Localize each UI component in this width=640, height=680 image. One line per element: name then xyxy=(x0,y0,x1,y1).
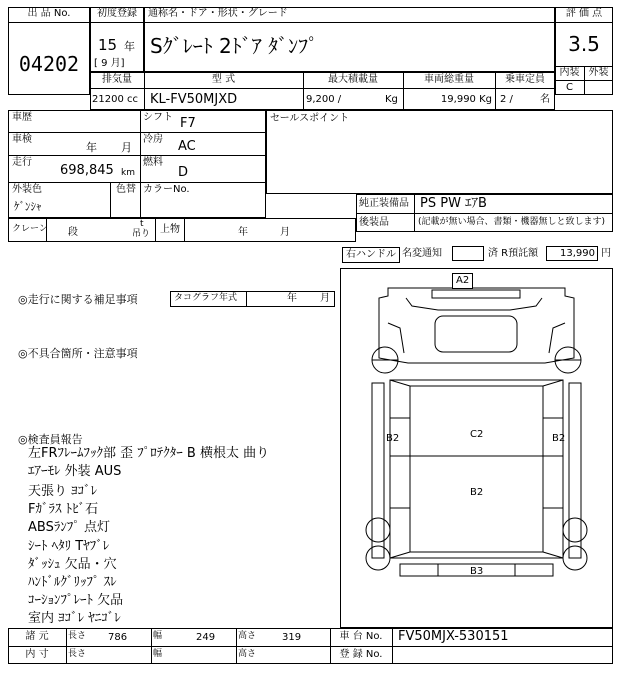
hood-line xyxy=(406,298,542,310)
recycle-amount: 13,990 xyxy=(560,248,595,259)
registration-year: 15 xyxy=(98,36,118,54)
lot-number-label: 出 品 No. xyxy=(27,8,71,19)
inspector-line: ｴｱｰﾓﾚ 外装 AUS xyxy=(28,464,122,479)
name-change-box xyxy=(452,246,484,261)
divider xyxy=(90,88,555,89)
color-number-label: カラーNo. xyxy=(143,184,190,195)
tachograph-month: 月 xyxy=(320,293,330,304)
inspector-line: ｼｰﾄ ﾍﾀﾘ Tﾔﾌﾞﾚ xyxy=(28,539,110,554)
inspection-label: 車検 xyxy=(12,134,32,145)
divider xyxy=(110,182,111,218)
dimensions-label: 諸 元 xyxy=(25,631,49,642)
divider xyxy=(8,646,613,647)
deck-month: 月 xyxy=(280,227,290,238)
displacement-value: 21200 cc xyxy=(92,94,138,105)
mileage-unit: km xyxy=(121,168,135,178)
max-load-unit: Kg xyxy=(385,94,398,105)
interior-width-label: 幅 xyxy=(153,649,163,659)
divider xyxy=(8,22,90,23)
damage-mark-left-panel: B2 xyxy=(386,433,400,444)
supplementary-notes-label: ◎走行に関する補足事項 xyxy=(18,293,138,306)
genuine-equipment-label: 純正装備品 xyxy=(359,198,409,209)
deck-year: 年 xyxy=(238,227,248,238)
divider xyxy=(392,628,393,664)
first-registration-label: 初度登録 xyxy=(97,8,137,19)
accessories-note: (記載が無い場合、書類・機器無しと致します) xyxy=(418,217,606,227)
divider xyxy=(184,218,185,242)
inspection-year: 年 xyxy=(86,141,97,154)
model-code-value: KL-FV50MJXD xyxy=(150,92,238,107)
inspector-line: 天張り ﾖｺﾞﾚ xyxy=(28,484,98,499)
inspector-line: Fｶﾞﾗｽ ﾄﾋﾞ石 xyxy=(28,502,99,517)
interior-grade: C xyxy=(566,82,573,93)
lot-number-cell xyxy=(8,7,90,95)
tachograph-label: タコグラフ年式 xyxy=(174,293,238,303)
divider xyxy=(8,182,266,183)
width-label: 幅 xyxy=(153,631,163,641)
max-load-value: 9,200 / xyxy=(306,94,342,105)
damage-mark-bed-front: C2 xyxy=(470,429,484,440)
interior-length-label: 長さ xyxy=(68,649,87,659)
divider xyxy=(356,213,613,214)
tachograph-year: 年 xyxy=(287,293,297,304)
inspector-line: ﾀﾞｯｼｭ 欠品・穴 xyxy=(28,557,117,572)
inspection-month: 月 xyxy=(121,141,132,154)
recycle-unit: 円 xyxy=(601,248,611,259)
details-block xyxy=(8,110,266,218)
inspector-line: ABSﾗﾝﾌﾟ 点灯 xyxy=(28,520,110,535)
interior-height-label: 高さ xyxy=(238,649,257,659)
width-value: 249 xyxy=(196,632,216,643)
divider xyxy=(414,194,415,232)
divider xyxy=(8,155,266,156)
crane-lift: 吊り xyxy=(132,229,151,239)
color-change-label: 色替 xyxy=(116,184,136,195)
overall-score: 3.5 xyxy=(568,32,600,56)
inspector-line: 室内 ﾖｺﾞﾚ ﾔﾆｺﾞﾚ xyxy=(28,611,121,626)
damage-mark-bumper: A2 xyxy=(452,273,473,289)
score-label: 評 価 点 xyxy=(565,8,603,19)
cargo-bed xyxy=(390,380,566,558)
divider xyxy=(140,110,141,218)
length-label: 長さ xyxy=(68,631,87,641)
capacity-label: 乗車定員 xyxy=(505,74,545,85)
displacement-label: 排気量 xyxy=(102,74,132,85)
rear-left-wheel xyxy=(366,518,390,542)
gross-weight-value: 19,990 Kg xyxy=(440,94,492,105)
air-conditioning-value: AC xyxy=(178,139,196,154)
model-description-label: 通称名・ドア・形状・グレード xyxy=(148,8,288,19)
length-value: 786 xyxy=(108,632,128,643)
model-description: Sｸﾞﾚｰﾄ 2ﾄﾞｱ ﾀﾞﾝﾌﾟ xyxy=(150,34,319,58)
height-value: 319 xyxy=(282,632,302,643)
damage-mark-tailgate: B3 xyxy=(470,566,484,577)
crane-label: クレーン xyxy=(12,224,48,234)
rear-right-wheel xyxy=(563,518,587,542)
recycle-label: 済 R預託額 xyxy=(488,248,539,259)
shift-value: F7 xyxy=(180,116,196,131)
interior-dimensions-label: 内 寸 xyxy=(25,649,49,660)
chassis-number-label: 車 台 No. xyxy=(339,631,383,642)
registration-year-unit: 年 xyxy=(124,40,135,53)
registration-month: [ 9 月] xyxy=(94,58,125,69)
crane-tonnage: t xyxy=(140,219,144,229)
damage-mark-right-panel: B2 xyxy=(552,433,566,444)
damage-mark-bed-rear: B2 xyxy=(470,487,484,498)
lot-number: 04202 xyxy=(18,52,80,76)
windshield xyxy=(435,316,517,352)
mileage-value: 698,845 xyxy=(60,163,114,178)
divider xyxy=(236,628,237,664)
right-side-panel xyxy=(569,383,581,558)
registration-number-label: 登 録 No. xyxy=(339,649,383,660)
defects-label: ◎不具合箇所・注意事項 xyxy=(18,347,138,360)
vehicle-history-label: 車歴 xyxy=(12,112,32,123)
genuine-equipment-value: PS PW ｴｱB xyxy=(420,196,487,211)
chassis-number-value: FV50MJX-530151 xyxy=(398,629,509,644)
divider xyxy=(555,22,613,23)
sales-point-label: セールスポイント xyxy=(270,113,350,124)
left-side-panel xyxy=(372,383,384,558)
inspector-report-label: ◎検査員報告 xyxy=(18,433,83,446)
fuel-value: D xyxy=(178,165,189,180)
capacity-value: 2 / xyxy=(500,94,513,105)
cargo-floor xyxy=(410,386,543,552)
mileage-label: 走行 xyxy=(12,157,32,168)
inspector-line: 左FRﾌﾚｰﾑﾌｯｸ部 歪 ﾌﾟﾛﾃｸﾀｰ B 横根太 曲り xyxy=(28,446,270,461)
inspector-line: ﾊﾝﾄﾞﾙｸﾞﾘｯﾌﾟ ｽﾚ xyxy=(28,575,117,590)
height-label: 高さ xyxy=(238,631,257,641)
crane-row xyxy=(8,218,356,242)
gross-weight-label: 車両総重量 xyxy=(424,74,474,85)
divider xyxy=(66,628,67,664)
model-code-label: 型 式 xyxy=(211,74,236,85)
max-load-label: 最大積載量 xyxy=(328,74,378,85)
capacity-unit: 名 xyxy=(540,94,550,105)
steering-handle-tag: 右ハンドル xyxy=(342,247,400,263)
divider xyxy=(155,218,156,242)
divider xyxy=(8,132,266,133)
crane-stage: 段 xyxy=(68,227,78,238)
exterior-label: 外装 xyxy=(588,67,609,78)
accessories-label: 後装品 xyxy=(359,217,389,228)
deck-label: 上物 xyxy=(160,224,180,235)
shift-label: シフト xyxy=(143,112,173,123)
air-conditioning-label: 冷房 xyxy=(143,134,163,145)
exterior-color-value: ｹﾞﾝｼｬ xyxy=(14,200,42,213)
bumper-top xyxy=(432,290,520,298)
divider xyxy=(151,628,152,664)
inspector-line: ｺｰｼｮﾝﾌﾟﾚｰﾄ 欠品 xyxy=(28,593,124,608)
name-change-label: 名変通知 xyxy=(402,248,442,259)
fuel-label: 燃料 xyxy=(143,157,163,168)
divider xyxy=(246,291,247,307)
exterior-color-label: 外装色 xyxy=(12,184,42,195)
interior-label: 内装 xyxy=(559,67,580,78)
